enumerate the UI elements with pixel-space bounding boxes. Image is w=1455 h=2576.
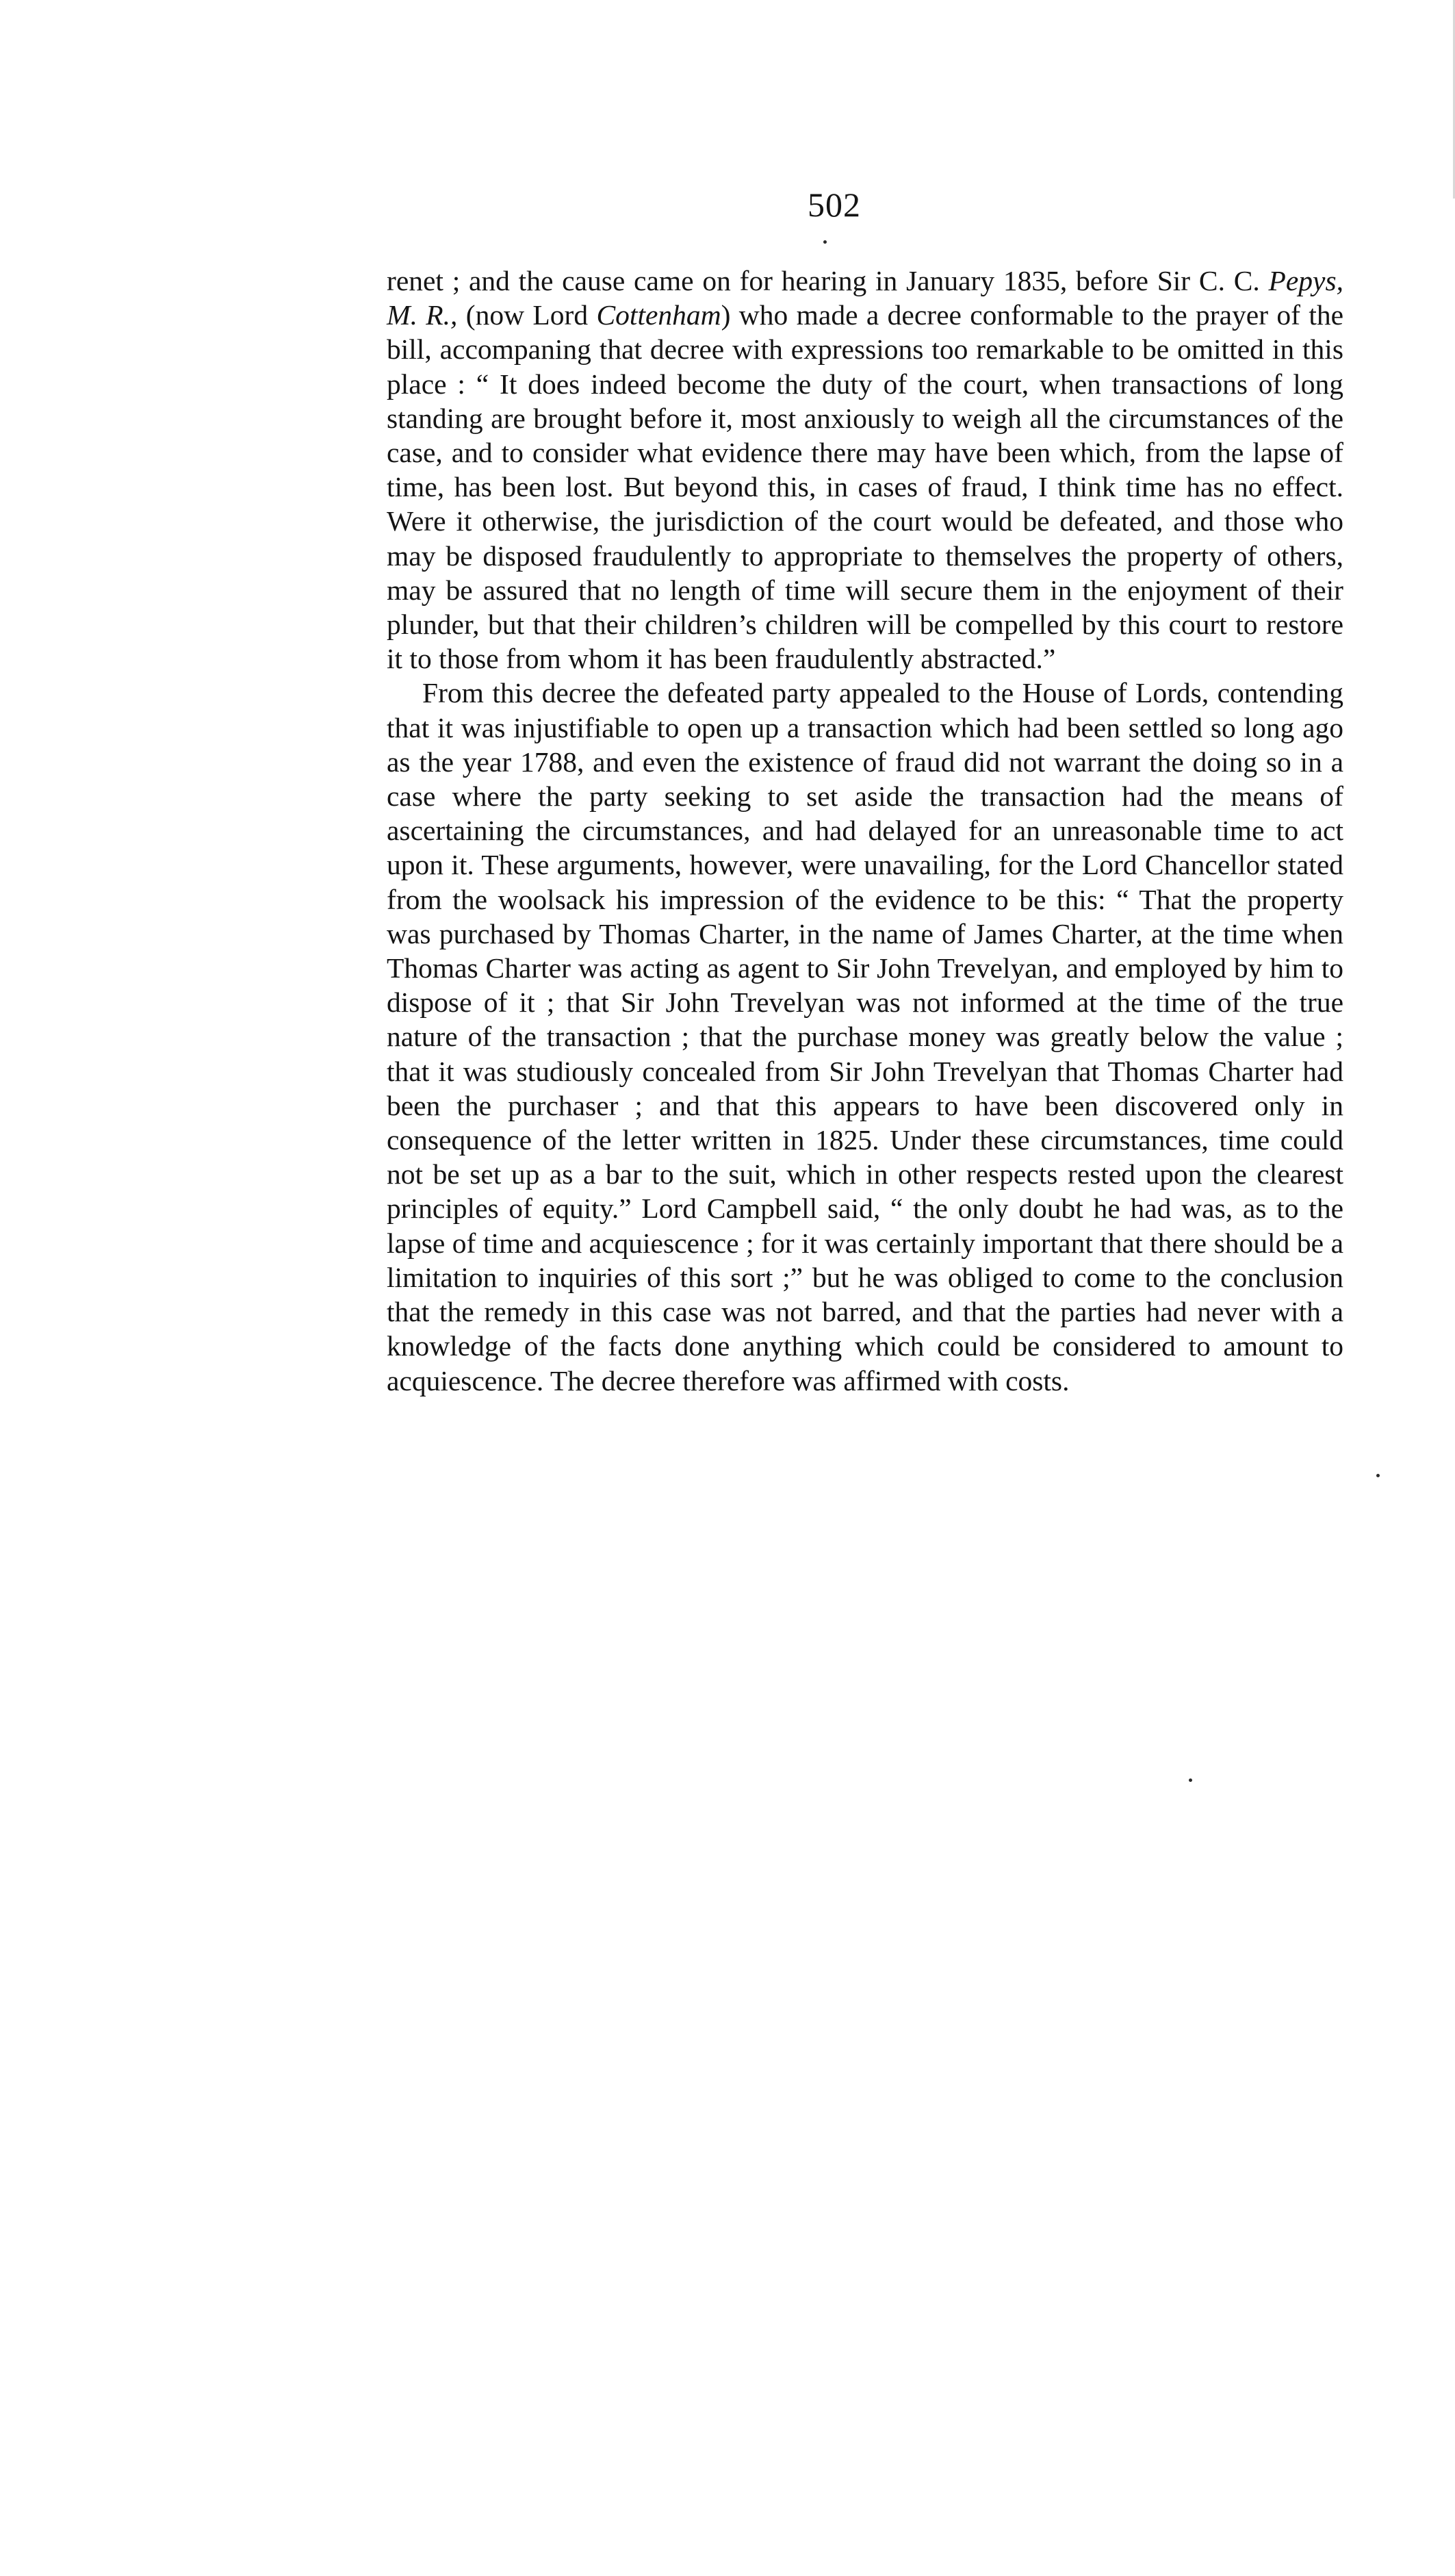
text-segment: ) who made a decree conformable to the prayer of the bill, accompaning that decree with expressions too remarkable to be omitted in this place : “ It does indeed become the duty of the court, when transactions of long standing are brought before it, most anxiously to weigh all the circumstances of the case, and to consider what evidence there may have been which, from the lapse of time, has been lost. But beyond this, in cases of fraud, I think time has no effect. Were it otherwise, the jurisdiction of the court would be defeated, and those who may be disposed fraudulently to appropriate to themselves the property of others, may be assured that no length of time will secure them in the enjoyment of their plunder, but that their children’s children will be compelled by this court to restore it to those from whom it has been fraudulently abstracted.”: [387, 299, 1344, 675]
page-number: 502: [808, 186, 861, 224]
paragraph: [387, 676, 1343, 1397]
text-segment-italic: Pepys, M. R.,: [387, 265, 1343, 331]
body-text: [387, 264, 1343, 1398]
print-speck: [1189, 1778, 1192, 1782]
text-segment-italic: Cottenham: [596, 299, 721, 331]
print-speck: [1376, 1474, 1380, 1477]
text-segment: renet ; and the cause came on for hearing in January 1835, before Sir C. C.: [387, 265, 1269, 296]
text-segment: (now Lord: [457, 299, 597, 331]
paragraph: [387, 264, 1343, 676]
text-segment: From this decree the defeated party appealed to the House of Lords, contending that it was injustifiable to open up a transaction which had been settled so long ago as the year 1788, and even the existence of fraud did not warrant the doing so in a case where the party seeking to set aside the transaction had the means of ascertaining the circumstances, and had delayed for an unreasonable time to act upon it. These arguments, however, were unavailing, for the Lord Chancellor stated from the woolsack his impression of the evidence to be this: “ That the property was purchased by Thomas Charter, in the name of James Charter, at the time when Thomas Charter was acting as agent to Sir John Trevelyan, and employed by him to dispose of it ; that Sir John Trevelyan was not informed at the time of the true nature of the transaction ; that the purchase money was greatly below the value ; that it was studiously concealed from Sir John Trevelyan that Thomas Charter had been the purchaser ; and that this appears to have been discovered only in consequence of the letter written in 1825. Under these circumstances, time could not be set up as a bar to the suit, which in other respects rested upon the clearest principles of equity.” Lord Campbell said, “ the only doubt he had was, as to the lapse of time and acquiescence ; for it was certainly important that there should be a limitation to inquiries of this sort ;” but he was obliged to come to the conclusion that the remedy in this case was not barred, and that the parties had never with a knowledge of the facts done anything which could be considered to amount to acquiescence. The decree therefore was affirmed with costs.: [387, 677, 1343, 1397]
print-speck: [823, 240, 827, 244]
